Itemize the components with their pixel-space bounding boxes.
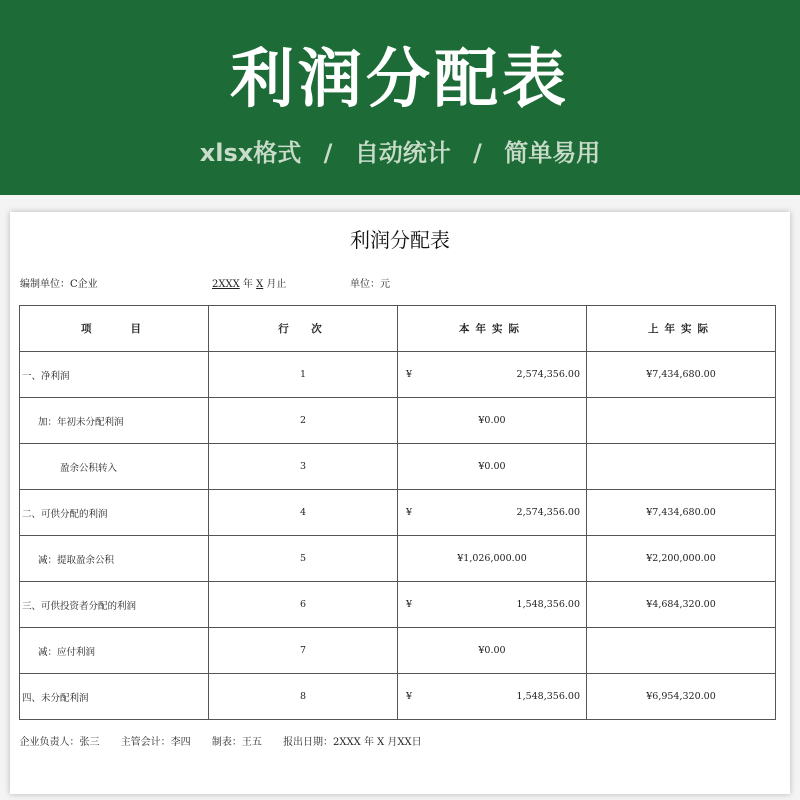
- col-header-current-year: 本年实际: [398, 306, 587, 352]
- line-number: 6: [209, 582, 398, 628]
- table-row: [20, 536, 776, 582]
- table-row: [20, 674, 776, 720]
- line-number: 8: [209, 674, 398, 720]
- line-number: 5: [209, 536, 398, 582]
- prior-year-amount: ¥6,954,320.00: [587, 674, 776, 720]
- col-header-prior-year: 上年实际: [587, 306, 776, 352]
- prior-year-amount: [587, 628, 776, 674]
- banner-title: 利润分配表: [230, 43, 570, 117]
- current-year-amount: 2,574,356.00: [516, 369, 580, 380]
- line-number: 3: [209, 444, 398, 490]
- table-row: [20, 628, 776, 674]
- prior-year-amount: ¥7,434,680.00: [587, 490, 776, 536]
- feature-auto: 自动统计: [354, 139, 451, 167]
- header-banner: [0, 0, 800, 195]
- feature-format: xlsx格式: [199, 139, 302, 167]
- current-year-amount: ¥0.00: [478, 461, 506, 472]
- current-year-amount: 1,548,356.00: [516, 599, 580, 610]
- table-row: [20, 398, 776, 444]
- profit-distribution-table: [19, 305, 776, 760]
- line-number: 7: [209, 628, 398, 674]
- current-year-amount: ¥0.00: [478, 415, 506, 426]
- line-number: 4: [209, 490, 398, 536]
- prior-year-amount: [587, 398, 776, 444]
- year-value: 2XXX: [212, 279, 240, 290]
- current-year-cell: [398, 536, 587, 582]
- currency-symbol: ¥: [406, 507, 413, 518]
- current-year-cell: [398, 352, 587, 398]
- line-number: 1: [209, 352, 398, 398]
- year-label: 年: [242, 279, 253, 290]
- line-number: 2: [209, 398, 398, 444]
- current-year-amount: 1,548,356.00: [516, 691, 580, 702]
- table-row: [20, 352, 776, 398]
- separator: /: [323, 139, 333, 167]
- prior-year-amount: [587, 444, 776, 490]
- prior-year-amount: ¥2,200,000.00: [587, 536, 776, 582]
- current-year-amount: 2,574,356.00: [516, 507, 580, 518]
- separator: /: [473, 139, 482, 167]
- item-label: 加：年初未分配利润: [20, 398, 209, 444]
- header-row: [20, 306, 776, 352]
- col-header-line: 行 次: [209, 306, 398, 352]
- current-year-cell: [398, 490, 587, 536]
- month-label: 月止: [266, 279, 287, 290]
- prior-year-amount: ¥7,434,680.00: [587, 352, 776, 398]
- item-label: 一、净利润: [20, 352, 209, 398]
- item-label: 二、可供分配的利润: [20, 490, 209, 536]
- currency-unit: 单位：元: [350, 279, 390, 290]
- prior-year-amount: ¥4,684,320.00: [587, 582, 776, 628]
- period-end: [200, 275, 286, 290]
- banner-subtitle: [0, 137, 800, 169]
- feature-easy: 简单易用: [504, 139, 601, 167]
- table-row: [20, 582, 776, 628]
- current-year-amount: ¥0.00: [478, 645, 506, 656]
- preparing-unit: 编制单位：C企业: [20, 279, 98, 290]
- table-row: [20, 490, 776, 536]
- item-label: 四、未分配利润: [20, 674, 209, 720]
- current-year-cell: [398, 444, 587, 490]
- current-year-cell: [398, 398, 587, 444]
- item-label: 盈余公积转入: [20, 444, 209, 490]
- report-date: 报出日期：2XXX 年 X 月XX日: [283, 736, 422, 748]
- current-year-cell: [398, 674, 587, 720]
- signature-row: [20, 720, 776, 761]
- document-title: 利润分配表: [350, 228, 450, 252]
- item-label: 减：提取盈余公积: [20, 536, 209, 582]
- owner: 企业负责人：张三: [19, 736, 100, 748]
- month-value: X: [256, 279, 264, 290]
- current-year-cell: [398, 582, 587, 628]
- spreadsheet-preview: [10, 212, 790, 794]
- current-year-cell: [398, 628, 587, 674]
- item-label: 三、可供投资者分配的利润: [20, 582, 209, 628]
- currency-symbol: ¥: [406, 691, 413, 702]
- current-year-amount: ¥1,026,000.00: [457, 553, 527, 564]
- item-label: 减：应付利润: [20, 628, 209, 674]
- table-row: [20, 444, 776, 490]
- currency-symbol: ¥: [406, 369, 413, 380]
- col-header-item: 项 目: [20, 306, 209, 352]
- accountant: 主管会计：李四: [120, 736, 191, 748]
- currency-symbol: ¥: [406, 599, 413, 610]
- preparer: 制表：王五: [211, 736, 262, 748]
